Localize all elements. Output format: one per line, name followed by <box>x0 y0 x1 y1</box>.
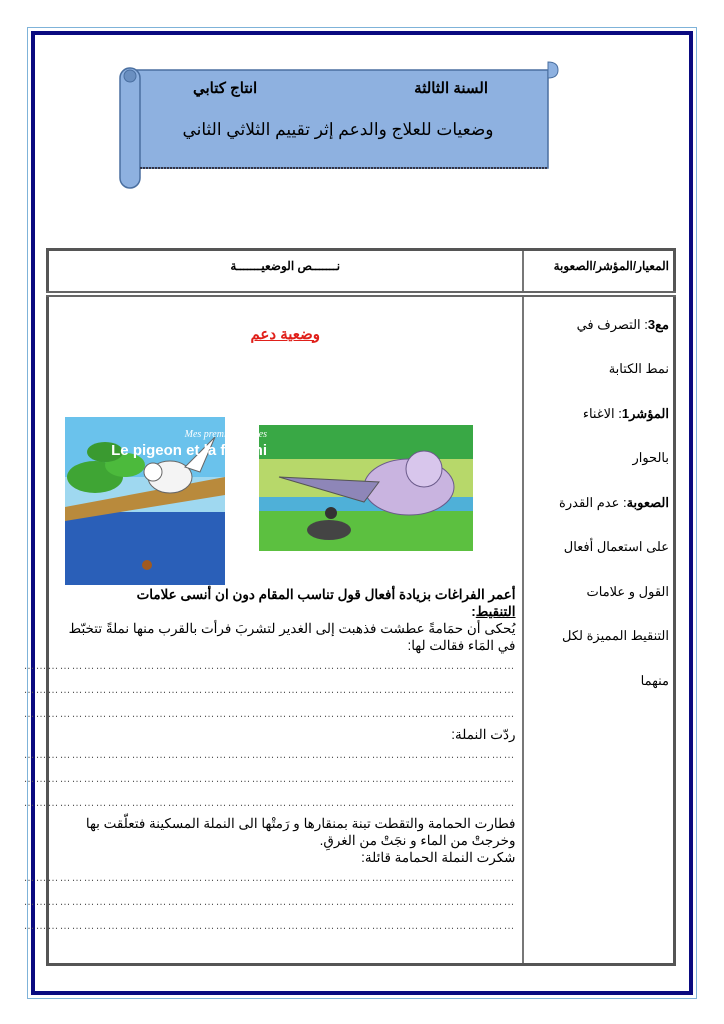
header-text: نـــــــص الوضعيـــــــة <box>48 250 523 294</box>
situation-title: وضعية دعم <box>250 325 321 343</box>
criterion-text-2: نمط الكتابة <box>608 361 669 376</box>
indicator-text-2: بالحوار <box>632 450 669 465</box>
difficulty-label: الصعوبة <box>626 494 669 510</box>
table-header-row <box>48 250 675 294</box>
difficulty-text-2: على استعمال أفعال <box>563 539 669 554</box>
answer-line[interactable]: …………………………………………………………………………………………………………… <box>23 919 516 932</box>
answer-line[interactable]: …………………………………………………………………………………………………………… <box>23 796 516 809</box>
banner-title: وضعيات للعلاج والدعم إثر تقييم الثلاثي الثاني <box>182 120 494 139</box>
instruction-end: التنقيط <box>475 603 516 619</box>
subject-label: انتاج كتابي <box>193 80 258 97</box>
paragraph-2: ردّت النملة: <box>451 726 516 742</box>
difficulty-text: : عدم القدرة <box>559 494 627 510</box>
header-criteria: المعيار/المؤشر/الصعوبة <box>523 250 675 294</box>
book-title: Le pigeon et la fourmi <box>111 441 267 459</box>
difficulty-text-3: القول و علامات <box>586 583 669 599</box>
answer-line[interactable]: …………………………………………………………………………………………………………… <box>23 748 516 761</box>
difficulty-text-5: منهما <box>640 672 669 688</box>
paragraph-4: شكرت النملة الحمامة قائلة: <box>361 849 516 865</box>
answer-line[interactable]: …………………………………………………………………………………………………………… <box>23 772 516 785</box>
answer-line[interactable]: …………………………………………………………………………………………………………… <box>23 707 516 720</box>
content-cell <box>23 294 523 965</box>
paragraph-1: يُحكى أن حمَامةً عطشت فذهبت إلى الغدير لتشربَ فرأت بالقرب منها نملةً تتخبّط في المَاء فقالت لها: <box>68 620 516 653</box>
title-banner <box>118 60 558 185</box>
difficulty-text-4: التنقيط المميزة لكل <box>562 628 669 643</box>
indicator-label: المؤشر1 <box>621 405 669 421</box>
book-series: Mes premiers contes <box>184 428 267 440</box>
book-cover-image <box>111 425 473 551</box>
answer-line[interactable]: …………………………………………………………………………………………………………… <box>23 683 516 696</box>
answer-line[interactable]: …………………………………………………………………………………………………………… <box>23 895 516 908</box>
situation-text <box>23 586 516 938</box>
criterion-text: : التصرف في <box>576 316 648 332</box>
table-row <box>48 294 675 965</box>
criterion-label: مع3 <box>647 316 669 332</box>
worksheet-table <box>23 248 676 966</box>
paragraph-3: فطارت الحمامة والتقطت تبنة بمنقارها و رَمتْها الى النملة المسكينة فتعلّقت بها وخرجتْ من الماء و نجَتْ من الغرقِ. <box>85 815 516 848</box>
answer-line[interactable]: …………………………………………………………………………………………………………… <box>23 871 516 884</box>
criteria-cell <box>523 294 675 965</box>
indicator-text: : الاغناء <box>582 405 622 421</box>
grade-label: السنة الثالثة <box>414 80 488 97</box>
answer-line[interactable]: …………………………………………………………………………………………………………… <box>23 659 516 672</box>
instruction: أعمر الفراغات بزيادة أفعال قول تناسب المقام دون ان أنسى علامات التنقيط: <box>136 586 516 619</box>
instruction-text: أعمر الفراغات بزيادة أفعال قول تناسب المقام دون ان أنسى علامات <box>136 586 516 602</box>
